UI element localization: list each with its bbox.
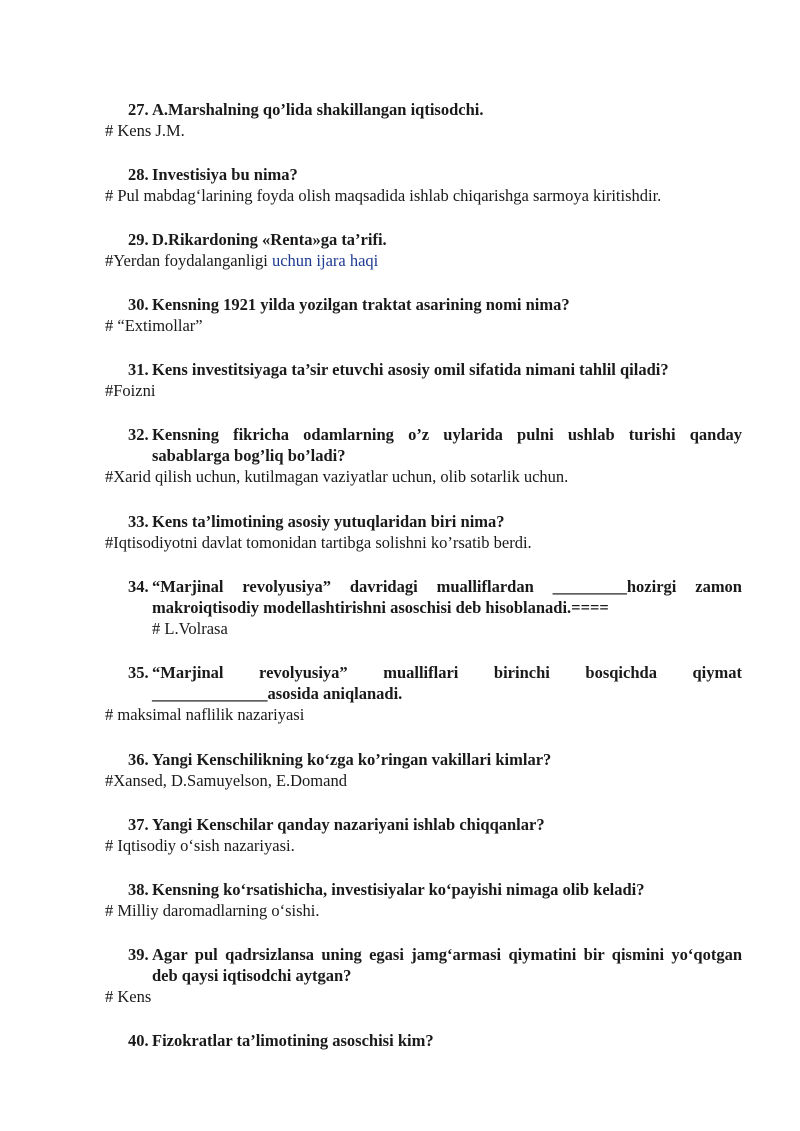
qa-item-34 (0, 576, 800, 639)
question-number: 30. (128, 295, 149, 314)
answer-text: # Pul mabdag‘larining foyda olish maqsadida ishlab chiqarishga sarmoya kiritishdir. (105, 186, 662, 205)
question-number: 38. (128, 880, 149, 899)
question-number: 36. (128, 750, 149, 769)
question-label: Kensning ko‘rsatishicha, investisiyalar ko‘payishi nimaga olib keladi? (152, 880, 645, 899)
answer-text: #Foizni (105, 381, 156, 400)
qa-item-39 (0, 944, 800, 1007)
qa-item-29 (0, 229, 800, 271)
question-label: Agar pul qadrsizlansa uning egasi jamg‘armasi qiymatini bir qismini yo‘qotgan deb qaysi iqtisodchi aytgan? (152, 945, 742, 985)
question-label: Kensning fikricha odamlarning o’z uylarida pulni ushlab turishi qanday sabablarga bog’liq bo’ladi? (152, 425, 742, 465)
question-text (0, 944, 800, 986)
answer-text: #Iqtisodiyotni davlat tomonidan tartibga solishni ko’rsatib berdi. (105, 533, 532, 552)
qa-item-32 (0, 424, 800, 487)
question-text (0, 814, 800, 835)
question-number: 35. (128, 663, 149, 682)
qa-item-27 (0, 99, 800, 141)
question-label: Fizokratlar ta’limotining asoschisi kim? (152, 1031, 434, 1050)
question-label: D.Rikardoning «Renta»ga ta’rifi. (152, 230, 387, 249)
qa-item-28 (0, 164, 800, 206)
question-text (0, 99, 800, 120)
question-label: “Marjinal revolyusiya” mualliflari birinchi bosqichda qiymat ______________asosida aniqlanadi. (152, 663, 742, 703)
question-text (0, 359, 800, 380)
qa-item-30 (0, 294, 800, 336)
qa-item-37 (0, 814, 800, 856)
question-number: 29. (128, 230, 149, 249)
question-label: Kens investitsiyaga ta’sir etuvchi asosiy omil sifatida nimani tahlil qiladi? (152, 360, 669, 379)
question-label: Kens ta’limotining asosiy yutuqlaridan biri nima? (152, 512, 505, 531)
question-number: 39. (128, 945, 149, 964)
question-number: 33. (128, 512, 149, 531)
question-number: 34. (128, 577, 149, 596)
question-label: Kensning 1921 yilda yozilgan traktat asarining nomi nima? (152, 295, 570, 314)
question-label: A.Marshalning qo’lida shakillangan iqtisodchi. (152, 100, 484, 119)
qa-item-33 (0, 511, 800, 553)
question-text (0, 294, 800, 315)
answer-plain: #Yerdan foydalanganligi (105, 251, 272, 270)
answer-text: # “Extimollar” (105, 316, 203, 335)
answer-text: #Xarid qilish uchun, kutilmagan vaziyatlar uchun, olib sotarlik uchun. (105, 467, 569, 486)
qa-item-40 (0, 1030, 800, 1051)
question-text (0, 662, 800, 704)
question-label: Investisiya bu nima? (152, 165, 298, 184)
question-number: 27. (128, 100, 149, 119)
question-text (0, 749, 800, 770)
answer-text: # Kens (105, 987, 152, 1006)
qa-item-35 (0, 662, 800, 725)
question-number: 32. (128, 425, 149, 444)
question-label: “Marjinal revolyusiya” davridagi mualliflardan _________hozirgi zamon makroiqtisodiy modellashtirishni asoschisi deb hisoblanadi.==== (152, 577, 742, 617)
qa-item-36 (0, 749, 800, 791)
answer-text: # L.Volrasa (152, 619, 228, 638)
answer-text: # maksimal naflilik nazariyasi (105, 705, 305, 724)
question-label: Yangi Kenschilikning ko‘zga ko’ringan vakillari kimlar? (152, 750, 552, 769)
question-text (0, 1030, 800, 1051)
question-text (0, 229, 800, 250)
question-text (0, 511, 800, 532)
answer-text: # Iqtisodiy o‘sish nazariyasi. (105, 836, 295, 855)
question-text (0, 879, 800, 900)
qa-item-31 (0, 359, 800, 401)
answer-text: #Xansed, D.Samuyelson, E.Domand (105, 771, 347, 790)
answer-link[interactable]: uchun ijara haqi (271, 251, 379, 270)
answer-text: # Milliy daromadlarning o‘sishi. (105, 901, 320, 920)
qa-item-38 (0, 879, 800, 921)
question-number: 40. (128, 1031, 149, 1050)
question-text (0, 576, 800, 618)
answer-text: # Kens J.M. (105, 121, 185, 140)
question-text (0, 424, 800, 466)
question-label: Yangi Kenschilar qanday nazariyani ishlab chiqqanlar? (152, 815, 545, 834)
question-number: 37. (128, 815, 149, 834)
question-text (0, 164, 800, 185)
question-number: 31. (128, 360, 149, 379)
question-number: 28. (128, 165, 149, 184)
answer-text (0, 250, 800, 271)
